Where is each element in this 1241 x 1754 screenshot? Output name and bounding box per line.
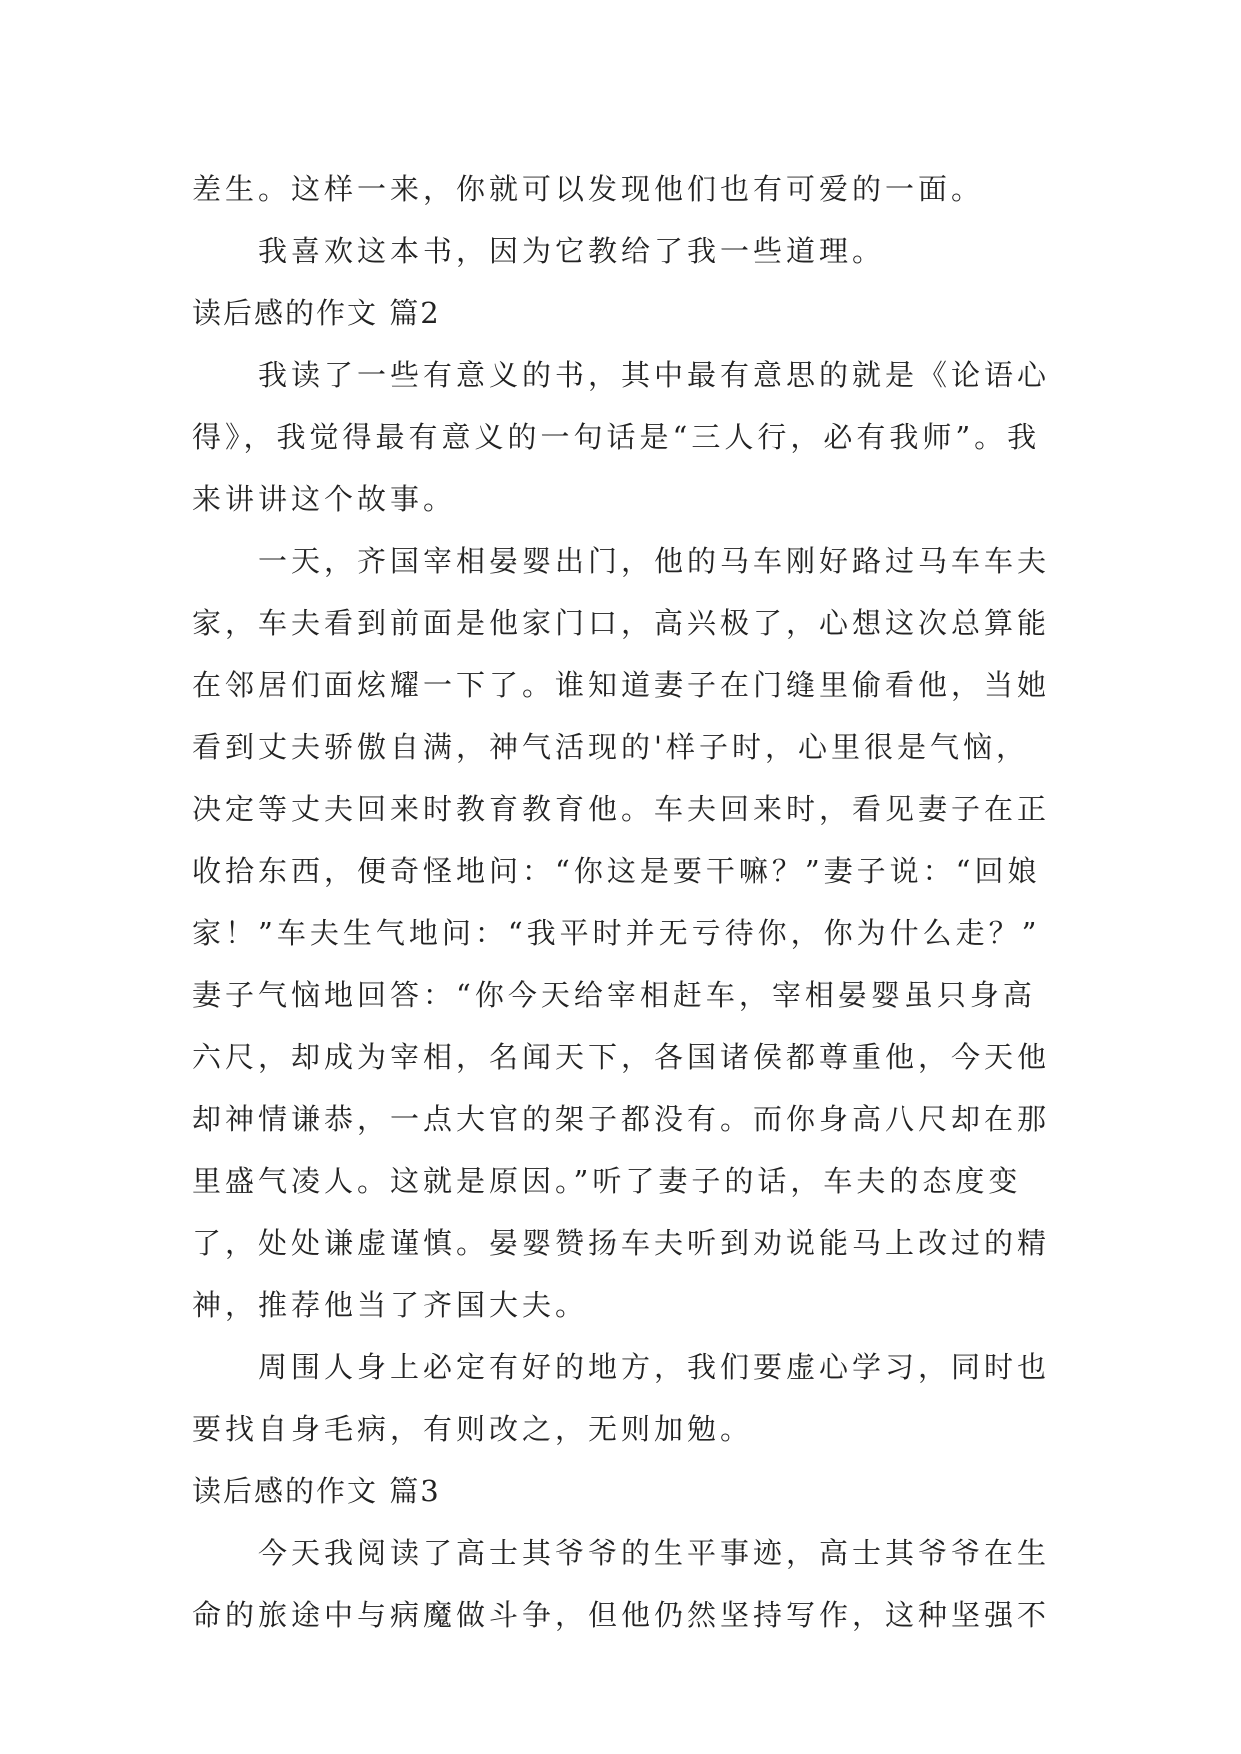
text-line: 来讲讲这个故事。 [192, 482, 457, 516]
document-body [192, 158, 1052, 1646]
text-line: 得》，我觉得最有意义的一句话是“三人行，必有我师”。我 [192, 420, 1041, 454]
text-line: 六尺，却成为宰相，名闻天下，各国诸侯都尊重他，今天他 [192, 1040, 1051, 1074]
text-line: 却神情谦恭，一点大官的架子都没有。而你身高八尺却在那 [192, 1102, 1051, 1136]
text-line: 要找自身毛病，有则改之，无则加勉。 [192, 1412, 754, 1446]
paragraph-first-line: 一天，齐国宰相晏婴出门，他的马车刚好路过马车车夫 [258, 544, 1051, 578]
section-heading: 读后感的作文 篇2 [192, 296, 441, 330]
text-line: 在邻居们面炫耀一下了。谁知道妻子在门缝里偷看他，当她 [192, 668, 1051, 702]
text-line: 家，车夫看到前面是他家门口，高兴极了，心想这次总算能 [192, 606, 1051, 640]
paragraph-first-line: 我读了一些有意义的书，其中最有意思的就是《论语心 [258, 358, 1051, 392]
text-line: 看到丈夫骄傲自满，神气活现的'样子时，心里很是气恼， [192, 730, 1029, 764]
section-heading: 读后感的作文 篇3 [192, 1474, 441, 1508]
paragraph-first-line: 我喜欢这本书，因为它教给了我一些道理。 [258, 234, 886, 268]
text-line: 妻子气恼地回答：“你今天给宰相赶车，宰相晏婴虽只身高 [192, 978, 1036, 1012]
paragraph-first-line: 今天我阅读了高士其爷爷的生平事迹，高士其爷爷在生 [258, 1536, 1051, 1570]
text-line: 神，推荐他当了齐国大夫。 [192, 1288, 589, 1322]
text-line: 了，处处谦虚谨慎。晏婴赞扬车夫听到劝说能马上改过的精 [192, 1226, 1051, 1260]
text-line: 家！”车夫生气地问：“我平时并无亏待你，你为什么走？” [192, 916, 1041, 950]
text-line: 差生。这样一来，你就可以发现他们也有可爱的一面。 [192, 172, 985, 206]
text-line: 决定等丈夫回来时教育教育他。车夫回来时，看见妻子在正 [192, 792, 1051, 826]
text-line: 命的旅途中与病魔做斗争，但他仍然坚持写作，这种坚强不 [192, 1598, 1051, 1632]
paragraph-first-line: 周围人身上必定有好的地方，我们要虚心学习，同时也 [258, 1350, 1051, 1384]
text-line: 收拾东西，便奇怪地问：“你这是要干嘛？”妻子说：“回娘 [192, 854, 1041, 888]
text-line: 里盛气凌人。这就是原因。”听了妻子的话，车夫的态度变 [192, 1164, 1022, 1198]
